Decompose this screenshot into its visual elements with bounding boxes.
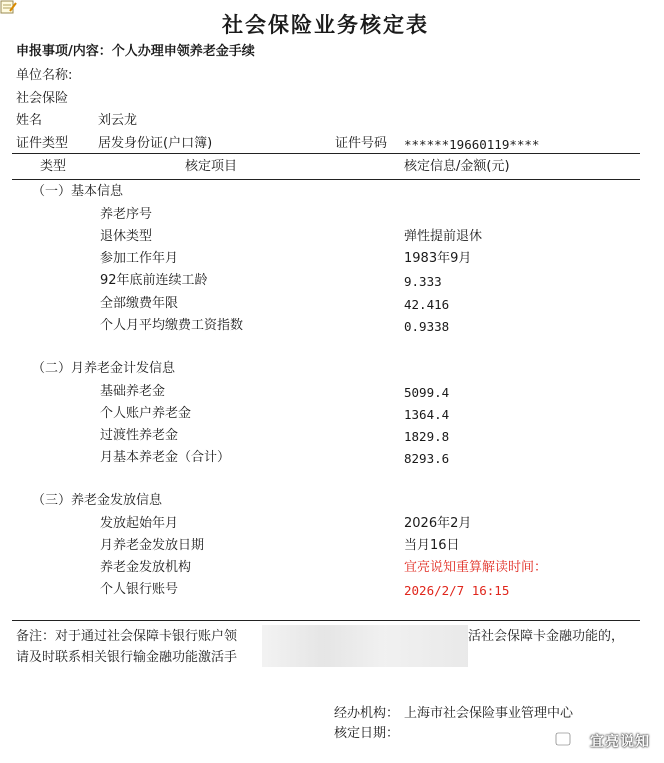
row-label: 92年底前连续工龄 [100, 273, 208, 288]
row-value: 1829.8 [404, 429, 450, 444]
application-line: 申报事项/内容：个人办理申领养老金手续 [16, 44, 255, 59]
name-value: 刘云龙 [98, 113, 138, 128]
col-header-type: 类型 [40, 159, 67, 174]
row-label: 退休类型 [100, 229, 153, 244]
name-label: 姓名 [16, 113, 43, 128]
note-line2: 请及时联系相关银行输金融功能激活手 [16, 650, 238, 665]
watermark-logo-icon [555, 732, 571, 746]
row-label: 过渡性养老金 [100, 428, 179, 443]
row-value: 5099.4 [404, 385, 450, 400]
row-value: 0.9338 [404, 319, 450, 334]
row-value-red: 宜亮说知重算解读时间： [404, 560, 548, 575]
id-type-value: 居发身份证(户口簿) [98, 136, 213, 151]
row-value: 弹性提前退休 [404, 229, 483, 244]
section-basic-heading: （一）基本信息 [32, 184, 124, 199]
redaction-blur [262, 625, 468, 667]
id-type-label: 证件类型 [16, 136, 69, 151]
section-payout-heading: （三）养老金发放信息 [32, 493, 163, 508]
row-label: 全部缴费年限 [100, 296, 179, 311]
header-top-rule [12, 153, 640, 154]
note-line1-start: 备注：对于通过社会保障卡银行账户领 [16, 629, 238, 644]
section-pension-heading: （二）月养老金计发信息 [32, 361, 176, 376]
page-title: 社会保险业务核定表 [222, 12, 429, 37]
row-label: 养老金发放机构 [100, 560, 192, 575]
header-bottom-rule [12, 179, 640, 180]
note-top-rule [12, 620, 640, 621]
row-value: 1364.4 [404, 407, 450, 422]
row-value: 8293.6 [404, 451, 450, 466]
id-number-value: ******19660119**** [404, 137, 540, 152]
row-value: 42.416 [404, 297, 450, 312]
row-label: 个人银行账号 [100, 582, 179, 597]
row-label: 个人账户养老金 [100, 406, 192, 421]
unit-value: 社会保险 [16, 91, 69, 106]
note-line1-end: 活社会保障卡金融功能的， [468, 629, 625, 644]
row-label: 养老序号 [100, 207, 153, 222]
agency-value: 上海市社会保险事业管理中心 [404, 706, 574, 721]
row-value-red: 2026/2/7 16:15 [404, 583, 510, 598]
row-label: 月基本养老金（合计） [100, 450, 231, 465]
document-icon [0, 0, 18, 14]
row-label: 参加工作年月 [100, 251, 179, 266]
row-label: 个人月平均缴费工资指数 [100, 318, 244, 333]
row-label: 基础养老金 [100, 384, 166, 399]
agency-label: 经办机构： [334, 706, 400, 721]
unit-name-label: 单位名称: [16, 68, 73, 83]
row-label: 发放起始年月 [100, 516, 179, 531]
id-number-label: 证件号码 [335, 136, 388, 151]
row-value: 当月16日 [404, 538, 460, 553]
watermark-text: 宜亮说知 [590, 734, 650, 750]
date-label: 核定日期： [334, 726, 400, 741]
col-header-item: 核定项目 [185, 159, 238, 174]
col-header-info: 核定信息/金额(元) [404, 159, 510, 174]
row-label: 月养老金发放日期 [100, 538, 205, 553]
row-value: 1983年9月 [404, 251, 472, 266]
row-value: 9.333 [404, 274, 442, 289]
row-value: 2026年2月 [404, 516, 472, 531]
